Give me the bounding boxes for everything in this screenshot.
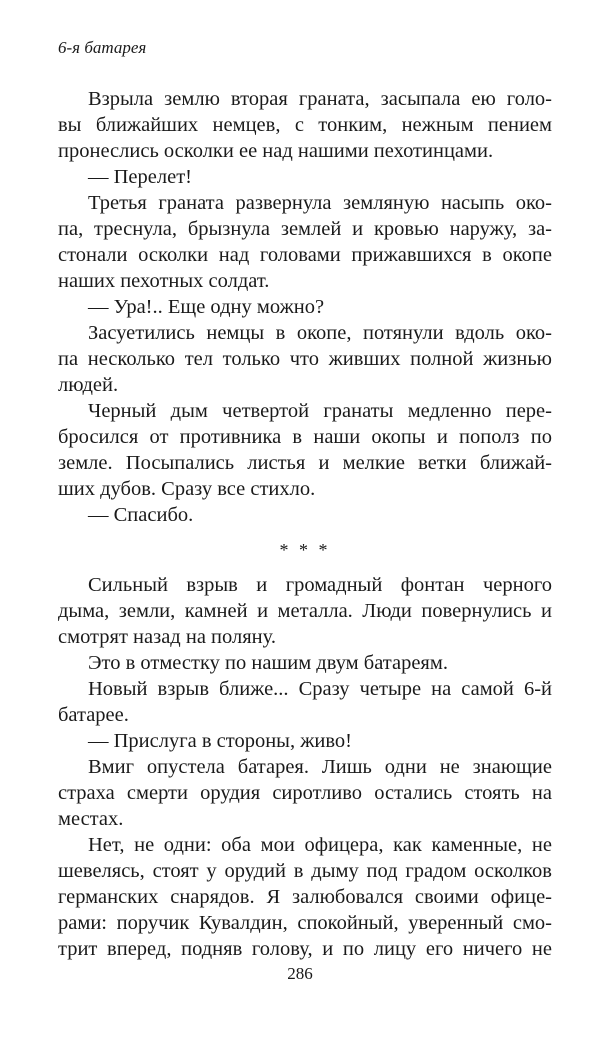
text-line: местах. <box>58 808 124 830</box>
text-line: пронеслись осколки ее над нашими пехотинцами. <box>58 140 494 162</box>
text-line: германских снарядов. Я залюбовался своими офице- <box>58 886 552 908</box>
section-separator: * * * <box>279 540 331 560</box>
text-line: ших дубов. Сразу все стихло. <box>58 478 316 500</box>
text-line: Новый взрыв ближе... Сразу четыре на самой 6-й <box>88 678 552 700</box>
text-line: — Прислуга в стороны, живо! <box>88 730 352 752</box>
text-line: Черный дым четвертой гранаты медленно пере- <box>88 400 552 422</box>
running-head: 6-я батарея <box>58 38 147 57</box>
text-line: па несколько тел только что живших полной жизнью <box>58 348 552 370</box>
text-line: па, треснула, брызнула землей и кровью наружу, за- <box>58 218 552 240</box>
text-line: — Спасибо. <box>88 504 194 526</box>
text-line: наших пехотных солдат. <box>58 270 270 292</box>
text-line: вы ближайших немцев, с тонким, нежным пением <box>58 114 552 136</box>
text-line: Вмиг опустела батарея. Лишь одни не знающие <box>88 756 552 778</box>
text-line: Взрыла землю вторая граната, засыпала ею голо- <box>88 88 552 110</box>
text-line: людей. <box>58 374 119 396</box>
text-line: страха смерти орудия сиротливо остались стоять на <box>58 782 552 804</box>
text-line: Это в отместку по нашим двум батареям. <box>88 652 448 674</box>
page-number: 286 <box>287 964 313 983</box>
text-line: стонали осколки над головами прижавшихся в окопе <box>58 244 552 266</box>
text-line: смотрят назад на поляну. <box>58 626 276 648</box>
text-line: Сильный взрыв и громадный фонтан черного <box>88 574 552 596</box>
section-before-break <box>58 86 552 528</box>
text-line: рами: поручик Кувалдин, спокойный, уверенный смо- <box>58 912 552 934</box>
text-line: — Перелет! <box>88 166 192 188</box>
text-line: дыма, земли, камней и металла. Люди повернулись и <box>58 600 552 622</box>
text-line: земле. Посыпались листья и мелкие ветки ближай- <box>58 452 552 474</box>
text-line: Третья граната развернула земляную насыпь око- <box>88 192 552 214</box>
text-line: шевелясь, стоят у орудий в дыму под градом осколков <box>58 860 552 882</box>
text-line: Нет, не одни: оба мои офицера, как каменные, не <box>88 834 552 856</box>
text-line: батарее. <box>58 704 129 726</box>
text-line: Засуетились немцы в окопе, потянули вдоль око- <box>88 322 552 344</box>
text-line: трит вперед, подняв голову, и по лицу его ничего не <box>58 938 552 960</box>
body-text <box>58 86 552 962</box>
text-line: — Ура!.. Еще одну можно? <box>88 296 325 318</box>
section-after-break <box>58 572 552 962</box>
text-line: бросился от противника в наши окопы и пополз по <box>58 426 552 448</box>
